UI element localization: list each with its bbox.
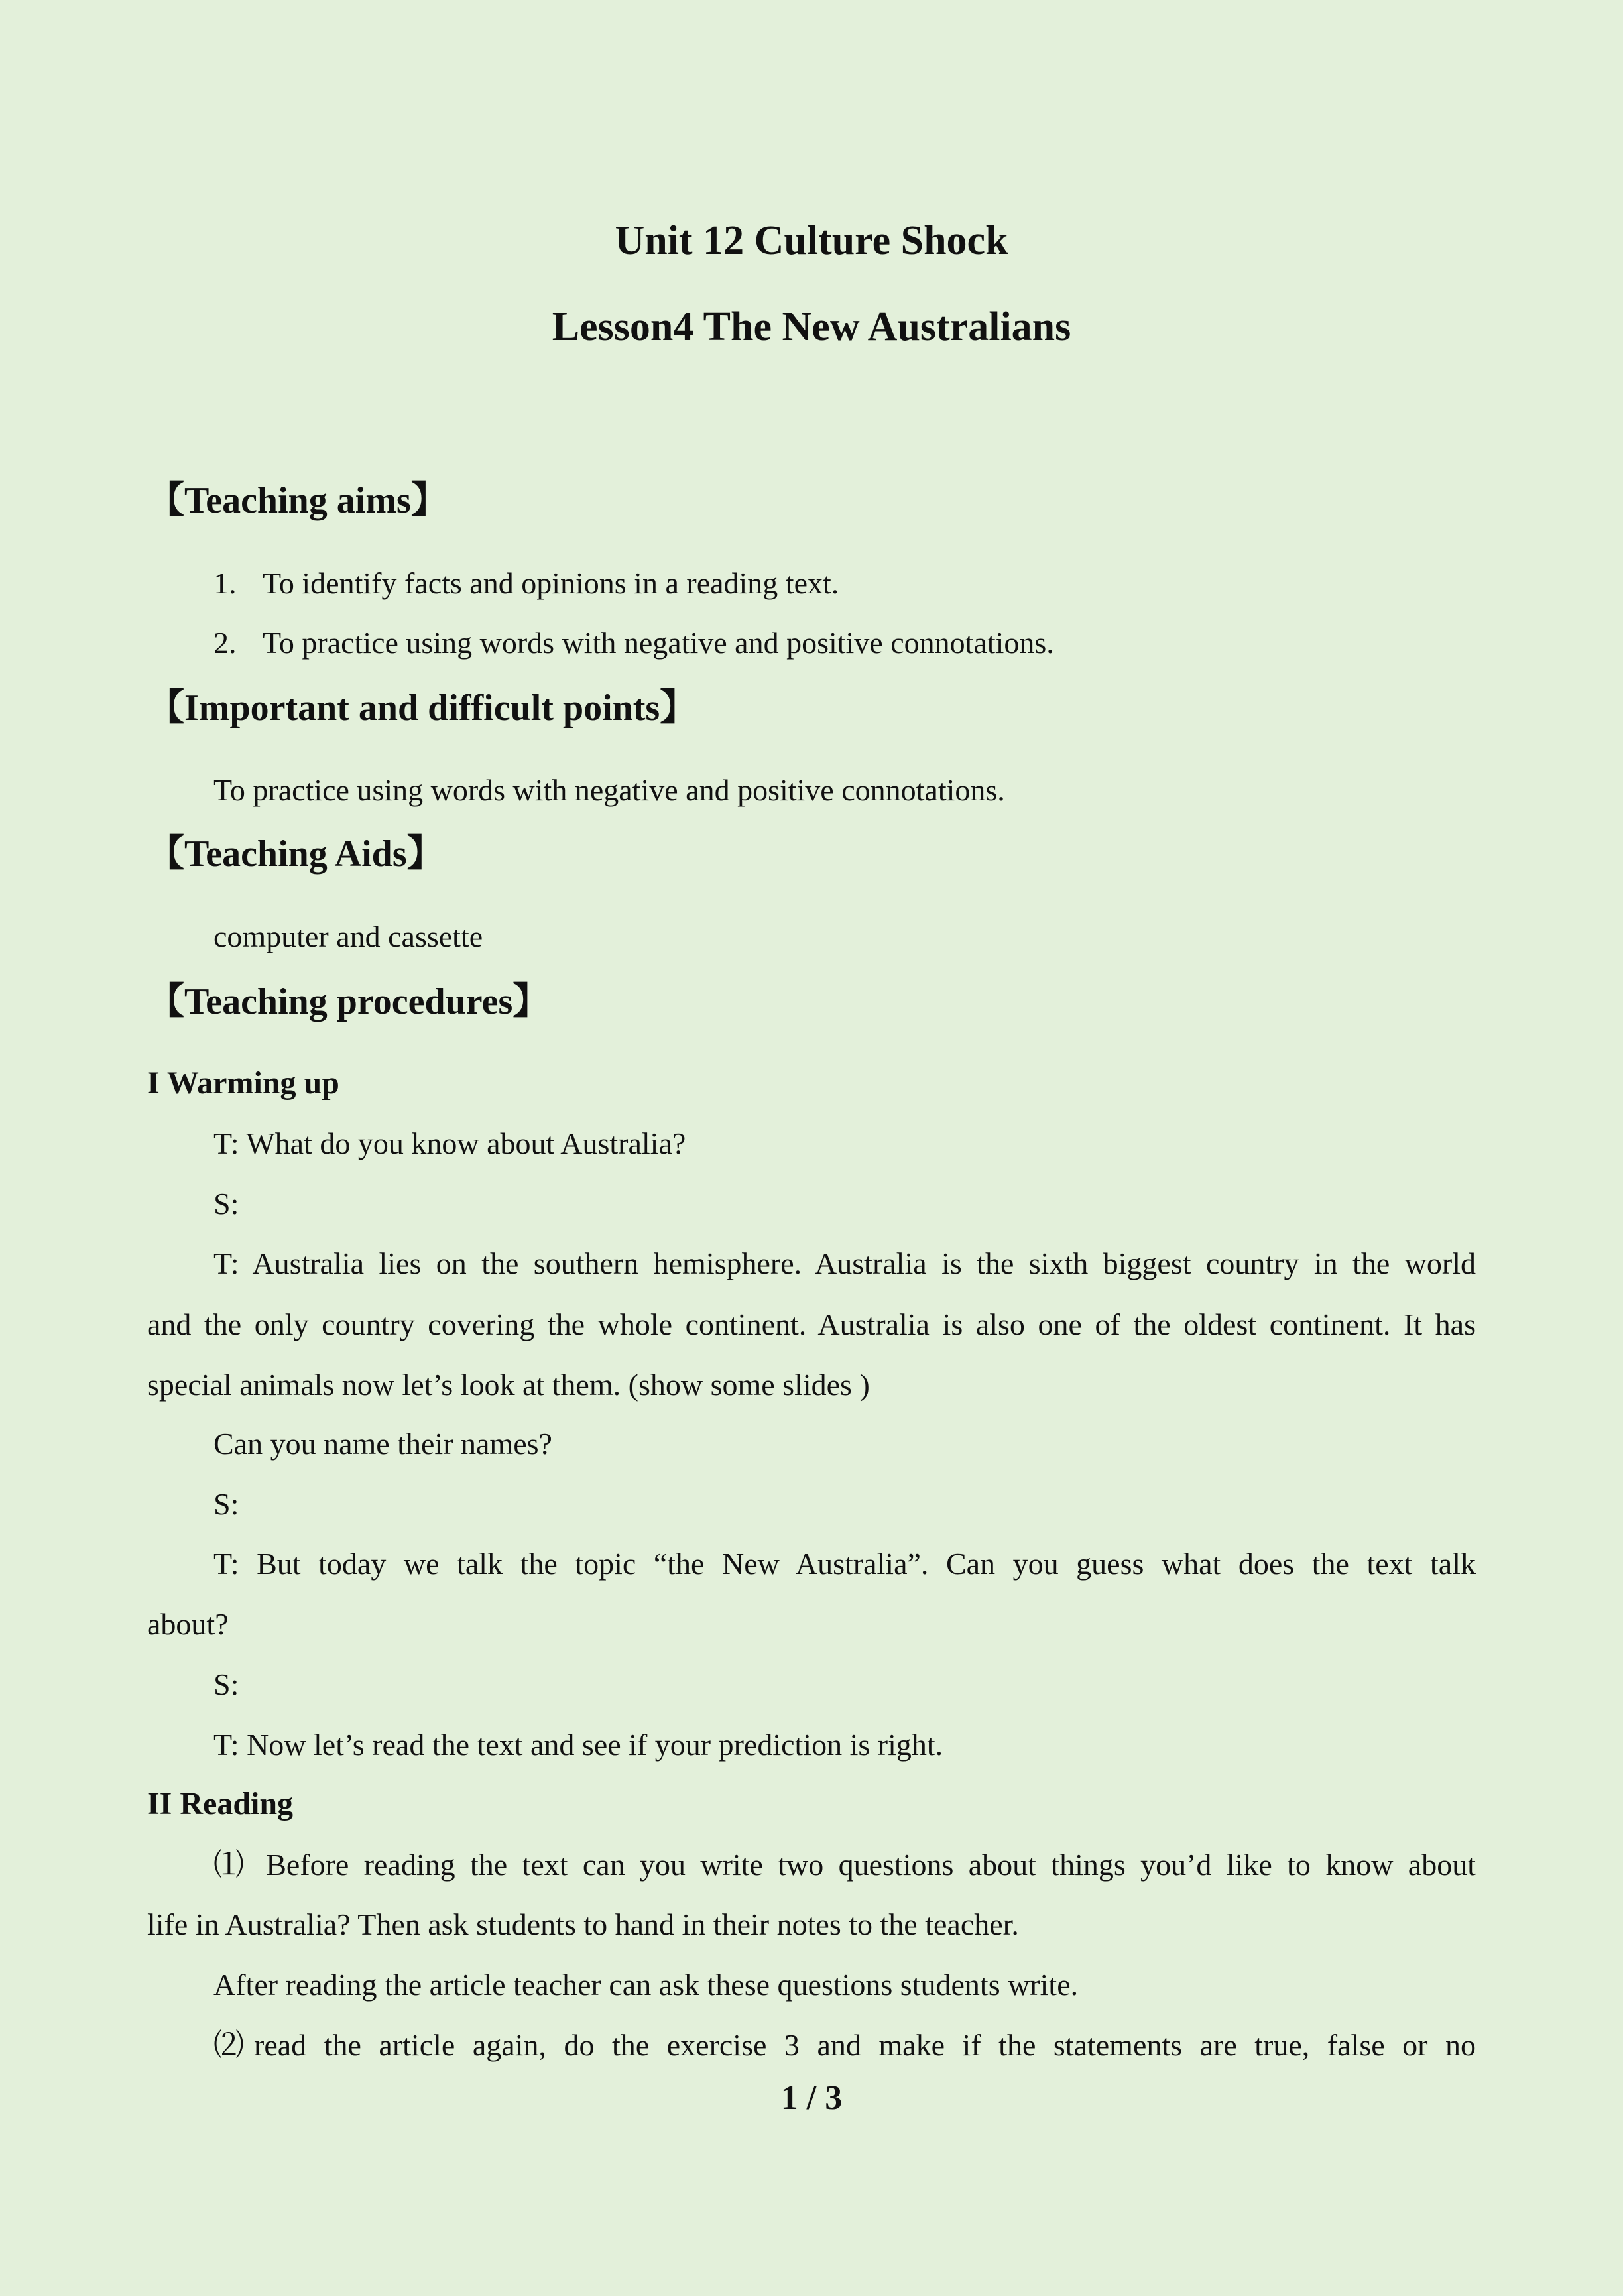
teaching-aids-text: computer and cassette <box>213 920 483 953</box>
document-title: Unit 12 Culture Shock <box>615 218 1008 263</box>
warming-student-response-1: S: <box>213 1187 239 1221</box>
warming-teacher-statement-line-3: special animals now let’s look at them. (show some slides ) <box>147 1368 870 1402</box>
warming-student-response-3: S: <box>213 1667 239 1701</box>
important-points-text: To practice using words with negative and positive connotations. <box>213 773 1005 807</box>
important-points-heading: 【Important and difficult points】 <box>147 688 697 729</box>
reading-step-2-line-1: ⑵read the article again, do the exercise 3 and make if the statements are true, false or no <box>213 2028 1476 2062</box>
warming-teacher-question-4-line-1: T: But today we talk the topic “the New Australia”. Can you guess what does the text talk <box>213 1547 1476 1581</box>
aim-item-2-number: 2. <box>213 626 237 660</box>
warming-teacher-question-3: Can you name their names? <box>213 1427 552 1461</box>
warming-teacher-statement-line-2: and the only country covering the whole continent. Australia is also one of the oldest continent. It has <box>147 1307 1476 1341</box>
aim-item-1-number: 1. <box>213 566 237 600</box>
warming-teacher-statement-5: T: Now let’s read the text and see if your prediction is right. <box>213 1728 943 1762</box>
warming-teacher-question-1: T: What do you know about Australia? <box>213 1126 686 1160</box>
teaching-aims-heading: 【Teaching aims】 <box>147 480 448 521</box>
document-subtitle: Lesson4 The New Australians <box>552 304 1071 349</box>
reading-heading: II Reading <box>147 1786 294 1821</box>
warming-teacher-question-4-line-2: about? <box>147 1607 229 1641</box>
aim-item-1-text: To identify facts and opinions in a reading text. <box>263 566 839 600</box>
aim-item-2 <box>213 622 1054 664</box>
teaching-procedures-heading: 【Teaching procedures】 <box>147 981 550 1022</box>
reading-step-1-line-2: life in Australia? Then ask students to hand in their notes to the teacher. <box>147 1907 1019 1941</box>
reading-step-1-line-1: ⑴ Before reading the text can you write two questions about things you’d like to know about <box>213 1848 1476 1882</box>
aim-item-2-text: To practice using words with negative and positive connotations. <box>263 626 1054 660</box>
aim-item-1 <box>213 562 839 605</box>
reading-step-1-followup: After reading the article teacher can ask these questions students write. <box>213 1968 1079 2002</box>
warming-up-heading: I Warming up <box>147 1065 339 1101</box>
warming-teacher-statement-line-1: T: Australia lies on the southern hemisphere. Australia is the sixth biggest country in the world <box>213 1246 1476 1280</box>
page-number: 1 / 3 <box>780 2079 843 2117</box>
teaching-aids-heading: 【Teaching Aids】 <box>147 833 444 875</box>
warming-student-response-2: S: <box>213 1487 239 1521</box>
